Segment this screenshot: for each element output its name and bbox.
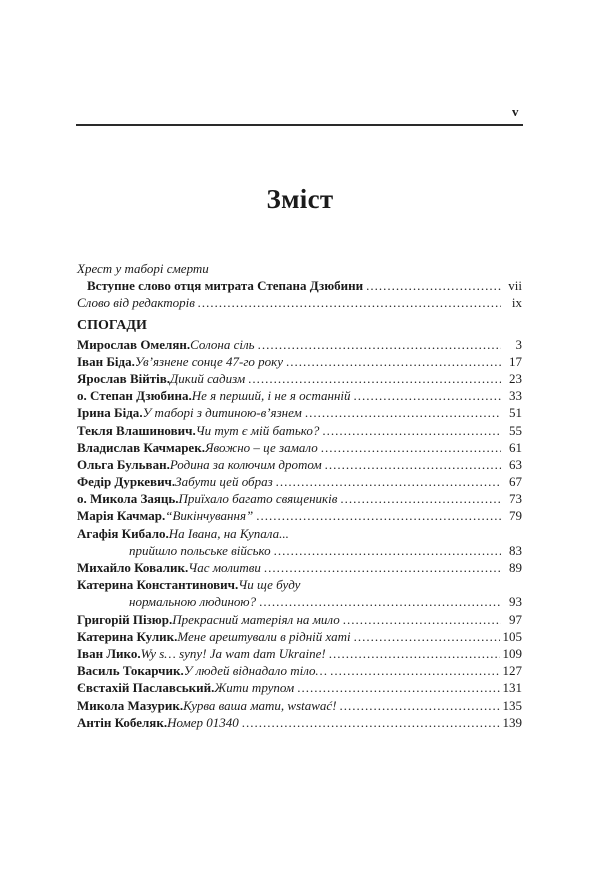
dot-leader bbox=[325, 456, 501, 473]
toc-work-title: Явожно – це замало bbox=[204, 439, 318, 455]
toc-entry[interactable] bbox=[77, 628, 522, 645]
toc-author: Антін Кобеляк bbox=[77, 714, 164, 730]
toc-work-title: Ув’язнене сонце 47-го року bbox=[134, 353, 284, 369]
toc-work-title: Wy s… syny! Ja wam dam Ukraine! bbox=[140, 645, 326, 661]
toc-entry[interactable] bbox=[77, 370, 522, 387]
toc-page-number: 93 bbox=[509, 594, 522, 610]
toc-entry[interactable] bbox=[77, 507, 522, 524]
page-title: Зміст bbox=[266, 184, 334, 214]
toc-separator: . bbox=[166, 370, 170, 386]
section-heading-text: СПОГАДИ bbox=[77, 317, 147, 333]
header-rule bbox=[76, 124, 523, 126]
dot-leader bbox=[274, 542, 501, 559]
toc-page-number: 17 bbox=[509, 353, 522, 369]
toc-entry[interactable] bbox=[77, 611, 522, 628]
dot-leader bbox=[354, 628, 500, 645]
toc-separator: . bbox=[171, 474, 176, 490]
dot-leader bbox=[340, 490, 501, 507]
toc-author: Марія Качмар bbox=[77, 508, 162, 524]
toc-front-title: Слово від редакторів bbox=[77, 295, 195, 311]
toc-author: Мирослав Омелян bbox=[77, 336, 187, 352]
toc-author: Євстахій Паславський bbox=[77, 680, 212, 696]
toc-page-number: 67 bbox=[509, 474, 522, 490]
toc-page-number: 139 bbox=[502, 714, 522, 730]
toc-entry[interactable] bbox=[77, 387, 522, 404]
toc-page-number: 83 bbox=[509, 542, 522, 558]
toc-entry[interactable] bbox=[77, 473, 522, 490]
toc-page-number: 63 bbox=[509, 456, 522, 472]
dot-leader bbox=[297, 679, 499, 696]
dot-leader bbox=[330, 662, 499, 679]
toc-page-number: 135 bbox=[502, 697, 522, 713]
toc-entry-continuation[interactable] bbox=[77, 542, 522, 559]
toc-separator: . bbox=[192, 422, 196, 438]
dot-leader bbox=[340, 697, 500, 714]
toc-entry[interactable] bbox=[77, 490, 522, 507]
toc-page-number: vii bbox=[508, 278, 522, 294]
toc-separator: . bbox=[201, 439, 205, 455]
toc-work-title: Курва ваша мати, wstawać! bbox=[183, 697, 337, 713]
toc-work-title: “Викінчування” bbox=[165, 508, 254, 524]
toc-work-title: Чи тут є мій батько? bbox=[195, 422, 320, 438]
toc-page-number: 109 bbox=[502, 645, 522, 661]
toc-author: о. Степан Дзюбина bbox=[77, 388, 189, 404]
toc-author: Михайло Ковалик bbox=[77, 560, 185, 575]
toc-work-title: Дикий садизм bbox=[170, 370, 246, 386]
toc-work-title: Чи ще буду bbox=[238, 577, 301, 593]
toc-author: Федір Дуркевич bbox=[77, 474, 172, 490]
toc-work-title: Номер 01340 bbox=[167, 714, 239, 730]
toc-separator: . bbox=[131, 353, 135, 369]
toc-author: Катерина Кулик bbox=[77, 628, 175, 644]
toc-page-number: 89 bbox=[509, 560, 522, 575]
toc-work-title: Час молитви bbox=[188, 560, 261, 575]
toc-front-item[interactable] bbox=[77, 260, 522, 277]
toc-page-number: ix bbox=[511, 295, 522, 311]
toc-author: Текля Влашинович bbox=[77, 422, 193, 438]
toc-work-title: Приїхало багато священиків bbox=[178, 491, 338, 507]
dot-leader bbox=[329, 645, 500, 662]
toc-page-number: 131 bbox=[502, 680, 522, 696]
dot-leader bbox=[259, 593, 501, 610]
toc-page-number: 127 bbox=[502, 663, 522, 679]
toc-separator: . bbox=[175, 491, 179, 507]
toc-work-title: Мене арештували в рідній хаті bbox=[177, 628, 351, 644]
toc-work-title: Солона сіль bbox=[190, 336, 255, 352]
toc-entry[interactable] bbox=[77, 645, 522, 662]
toc-front-item[interactable] bbox=[77, 277, 522, 294]
toc-page-number: 3 bbox=[515, 336, 522, 352]
toc-page-number: 79 bbox=[509, 508, 522, 524]
toc-entry[interactable] bbox=[77, 697, 522, 714]
toc-author: Владислав Качмарек bbox=[77, 439, 202, 455]
toc-author: о. Микола Заяць bbox=[77, 491, 176, 507]
toc-front-item[interactable] bbox=[77, 294, 522, 311]
toc-separator: . bbox=[185, 560, 189, 575]
toc-page-number: 105 bbox=[502, 628, 522, 644]
toc-work-title: Жити трупом bbox=[214, 680, 295, 696]
toc-separator: . bbox=[186, 336, 191, 352]
dot-leader bbox=[305, 404, 501, 421]
toc-work-title: Родина за колючим дротом bbox=[169, 456, 322, 472]
dot-leader bbox=[354, 387, 501, 404]
toc-entry[interactable] bbox=[77, 404, 522, 421]
dot-leader bbox=[322, 422, 501, 439]
toc-entries bbox=[77, 336, 522, 525]
table-of-contents bbox=[77, 260, 522, 731]
toc-page-number: 33 bbox=[509, 388, 522, 404]
toc-author: Іван Лико bbox=[77, 645, 138, 661]
toc-author: Ярослав Війтів bbox=[77, 370, 167, 386]
toc-page-number: 61 bbox=[509, 439, 522, 455]
section-heading bbox=[77, 316, 522, 336]
toc-separator: . bbox=[179, 697, 184, 713]
toc-page-number: 97 bbox=[509, 611, 522, 627]
toc-page-number: 73 bbox=[509, 491, 522, 507]
toc-entries bbox=[77, 611, 522, 731]
dot-leader bbox=[343, 611, 501, 628]
toc-author: Василь Токарчик bbox=[77, 663, 181, 679]
toc-author: Григорій Пізюр bbox=[77, 611, 169, 627]
toc-entry[interactable] bbox=[77, 353, 522, 370]
toc-entry[interactable] bbox=[77, 422, 522, 439]
dot-leader bbox=[321, 439, 501, 456]
toc-work-title: Прекрасний матеріял на мило bbox=[172, 611, 340, 627]
toc-work-title: У людей віднадало тіло… bbox=[183, 663, 328, 679]
toc-separator: . bbox=[180, 663, 184, 679]
toc-separator: . bbox=[139, 405, 143, 421]
toc-entry[interactable] bbox=[77, 662, 522, 679]
toc-separator: . bbox=[211, 680, 215, 696]
toc-work-title: нормальною людиною? bbox=[129, 594, 257, 610]
toc-separator: . bbox=[163, 714, 168, 730]
toc-separator: . bbox=[235, 577, 239, 593]
toc-author: Агафія Кибало bbox=[77, 525, 166, 541]
toc-separator: . bbox=[168, 611, 173, 627]
toc-author: Микола Мазурик bbox=[77, 697, 180, 713]
toc-work-title: Забути цей образ bbox=[175, 474, 273, 490]
toc-entry[interactable] bbox=[77, 714, 522, 731]
toc-work-title: На Івана, на Купала... bbox=[168, 525, 289, 541]
toc-entry[interactable] bbox=[77, 559, 522, 576]
toc-entry[interactable] bbox=[77, 525, 522, 542]
toc-page-number: 55 bbox=[509, 422, 522, 438]
dot-leader bbox=[264, 559, 501, 576]
toc-page-number: 51 bbox=[509, 405, 522, 421]
dot-leader bbox=[276, 473, 501, 490]
toc-separator: . bbox=[137, 645, 141, 661]
page-number: v bbox=[512, 104, 519, 119]
toc-separator: . bbox=[174, 628, 178, 644]
toc-page-number: 23 bbox=[509, 370, 522, 386]
toc-separator: . bbox=[165, 525, 169, 541]
toc-entry[interactable] bbox=[77, 679, 522, 696]
toc-work-title: Не я перший, і не я останній bbox=[191, 388, 351, 404]
toc-entry[interactable] bbox=[77, 336, 522, 353]
dot-leader bbox=[256, 507, 501, 524]
dot-leader bbox=[198, 294, 501, 311]
toc-entry-continuation[interactable] bbox=[77, 593, 522, 610]
toc-entry[interactable] bbox=[77, 456, 522, 473]
toc-entry[interactable] bbox=[77, 439, 522, 456]
toc-separator: . bbox=[188, 388, 192, 404]
dot-leader bbox=[242, 714, 500, 731]
toc-author: Іван Біда bbox=[77, 353, 132, 369]
toc-author: Катерина Константинович bbox=[77, 577, 235, 593]
dot-leader bbox=[248, 370, 501, 387]
toc-front-title: Вступне слово отця митрата Степана Дзюбини bbox=[87, 278, 364, 294]
toc-entry[interactable] bbox=[77, 576, 522, 593]
toc-author: Ірина Біда bbox=[77, 405, 140, 421]
toc-front-title: Хрест у таборі смерти bbox=[77, 261, 209, 276]
dot-leader bbox=[286, 353, 501, 370]
dot-leader bbox=[258, 336, 501, 353]
toc-separator: . bbox=[161, 508, 166, 524]
toc-work-title: У таборі з дитиною-в’язнем bbox=[142, 405, 302, 421]
toc-work-title: прийшло польське військо bbox=[129, 542, 271, 558]
toc-separator: . bbox=[166, 456, 170, 472]
dot-leader bbox=[366, 277, 501, 294]
toc-author: Ольга Бульван bbox=[77, 456, 167, 472]
